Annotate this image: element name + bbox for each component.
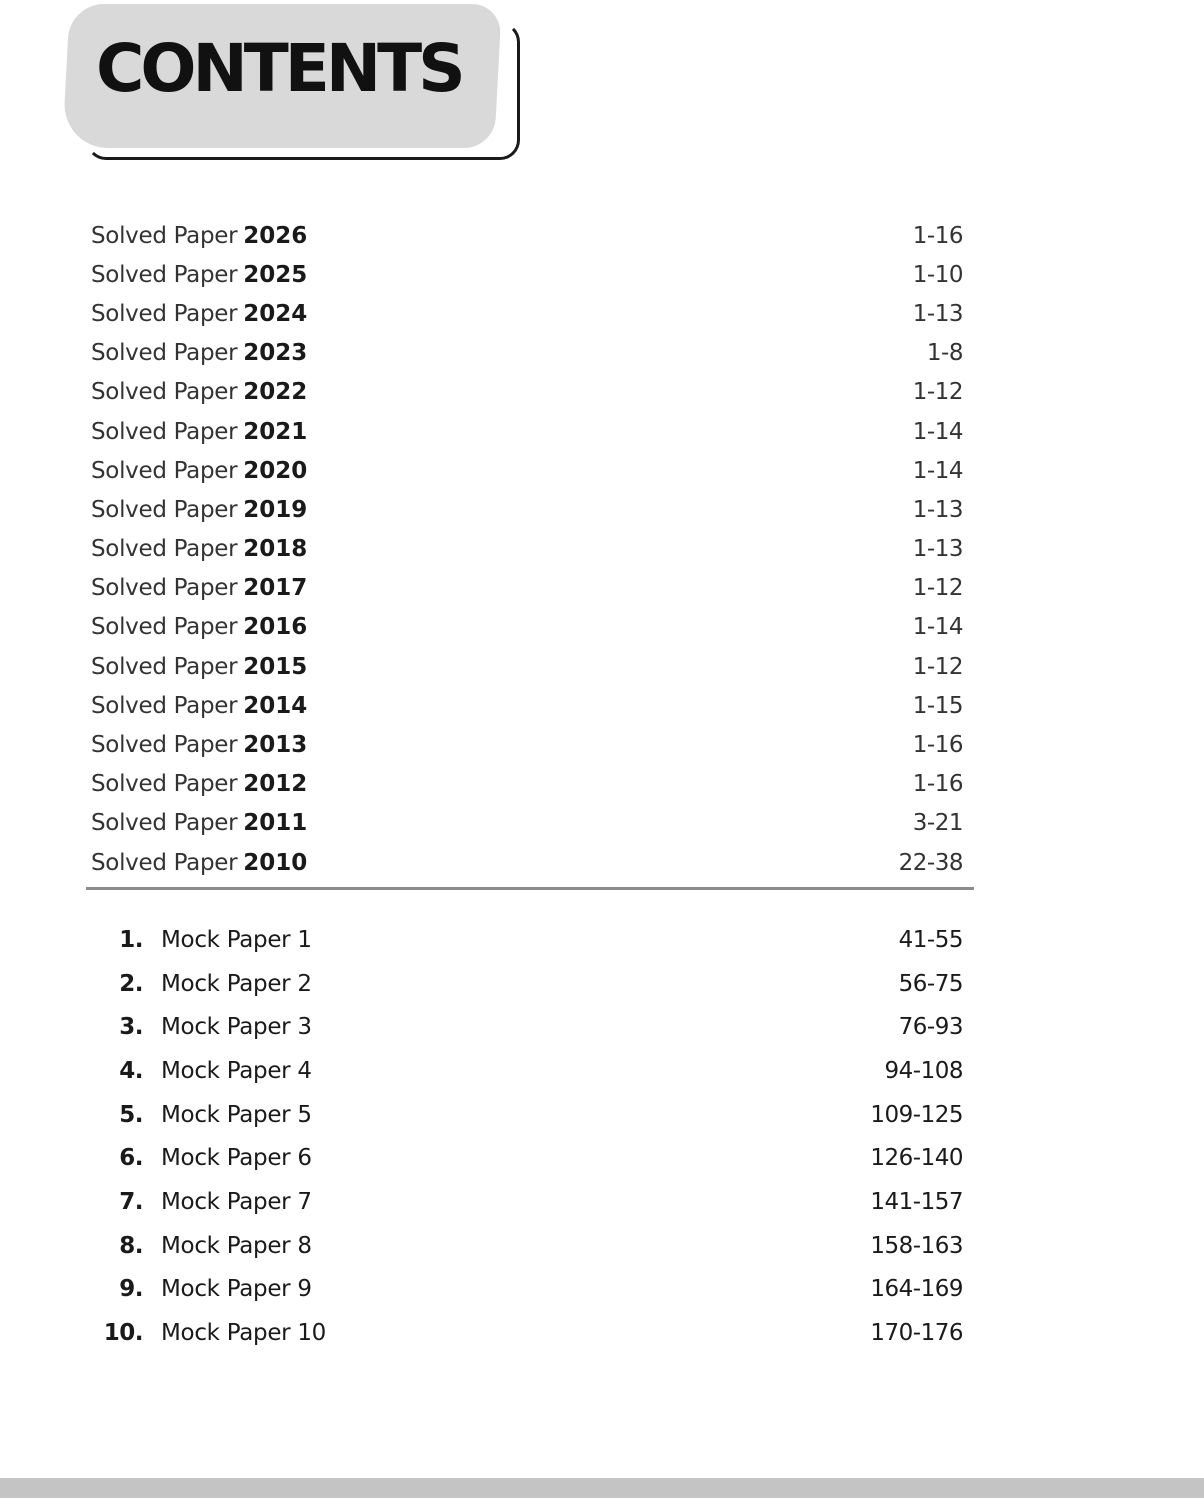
page-range: 109-125 [870, 1101, 963, 1128]
solved-paper-year: 2022 [243, 379, 308, 406]
section-divider [86, 887, 974, 890]
entry-number: 8. [119, 1232, 143, 1259]
toc-entry-solved-paper[interactable] [91, 255, 963, 294]
toc-entry-solved-paper[interactable] [91, 373, 963, 412]
toc-entry-solved-paper[interactable] [91, 686, 963, 725]
toc-entry-mock-paper[interactable] [91, 918, 963, 962]
solved-paper-label: Solved Paper [91, 692, 238, 719]
page-range: 1-16 [912, 222, 963, 249]
toc-entry-solved-paper[interactable] [91, 765, 963, 804]
solved-paper-label: Solved Paper [91, 300, 238, 327]
page-range: 1-14 [912, 418, 963, 445]
mock-paper-label: Mock Paper 6 [161, 1145, 312, 1172]
toc-entry-title [91, 810, 307, 836]
solved-paper-year: 2021 [243, 418, 308, 445]
page-range: 1-16 [912, 771, 963, 798]
solved-paper-year: 2023 [243, 340, 308, 367]
entry-number: 1. [119, 926, 143, 953]
solved-paper-label: Solved Paper [91, 418, 238, 445]
toc-entry-mock-paper[interactable] [91, 962, 963, 1006]
toc-entry-mock-paper[interactable] [91, 1136, 963, 1180]
toc-entry-title [91, 732, 307, 758]
toc-entry-solved-paper[interactable] [91, 530, 963, 569]
solved-paper-label: Solved Paper [91, 379, 238, 406]
solved-paper-year: 2015 [243, 653, 308, 680]
toc-entry-title [91, 536, 307, 562]
toc-entry-solved-paper[interactable] [91, 804, 963, 843]
solved-paper-year: 2012 [243, 771, 308, 798]
toc-entry-solved-paper[interactable] [91, 294, 963, 333]
toc-entry-title [91, 614, 307, 640]
solved-paper-year: 2020 [243, 457, 308, 484]
toc-entry-title [91, 654, 307, 680]
toc-entry-mock-paper[interactable] [91, 1005, 963, 1049]
solved-paper-label: Solved Paper [91, 261, 238, 288]
toc-entry-title [91, 458, 307, 484]
toc-entry-mock-paper[interactable] [91, 1049, 963, 1093]
page-range: 56-75 [898, 970, 963, 997]
page-range: 1-14 [912, 614, 963, 641]
entry-number: 4. [119, 1057, 143, 1084]
page-range: 76-93 [898, 1014, 963, 1041]
page-range: 1-13 [912, 536, 963, 563]
entry-number: 7. [119, 1188, 143, 1215]
solved-paper-year: 2018 [243, 536, 308, 563]
toc-entry-title [91, 575, 307, 601]
solved-paper-label: Solved Paper [91, 536, 238, 563]
page-range: 126-140 [870, 1145, 963, 1172]
toc-entry-mock-paper[interactable] [91, 1268, 963, 1312]
solved-paper-year: 2014 [243, 692, 308, 719]
toc-entry-solved-paper[interactable] [91, 725, 963, 764]
mock-paper-label: Mock Paper 5 [161, 1101, 312, 1128]
toc-entry-solved-paper[interactable] [91, 412, 963, 451]
mock-paper-label: Mock Paper 2 [161, 970, 312, 997]
mock-papers-list [91, 918, 963, 1355]
mock-paper-label: Mock Paper 7 [161, 1188, 312, 1215]
solved-paper-label: Solved Paper [91, 340, 238, 367]
toc-entry-title [91, 497, 307, 523]
mock-paper-label: Mock Paper 4 [161, 1057, 312, 1084]
toc-entry-solved-paper[interactable] [91, 843, 963, 882]
page-range: 1-13 [912, 496, 963, 523]
entry-number: 9. [119, 1276, 143, 1303]
page-range: 170-176 [870, 1320, 963, 1347]
page-range: 1-12 [912, 575, 963, 602]
page-range: 1-8 [926, 340, 963, 367]
toc-entry-title [91, 771, 307, 797]
toc-entry-title [91, 419, 307, 445]
mock-paper-label: Mock Paper 10 [161, 1320, 327, 1347]
toc-entry-title [91, 340, 307, 366]
mock-paper-label: Mock Paper 1 [161, 926, 312, 953]
page-range: 1-10 [912, 261, 963, 288]
page-range: 22-38 [898, 849, 963, 876]
solved-paper-label: Solved Paper [91, 614, 238, 641]
solved-paper-label: Solved Paper [91, 222, 238, 249]
toc-entry-mock-paper[interactable] [91, 1180, 963, 1224]
toc-entry-title [91, 693, 307, 719]
solved-paper-label: Solved Paper [91, 653, 238, 680]
page-range: 1-12 [912, 653, 963, 680]
page-range: 3-21 [912, 810, 963, 837]
entry-number: 6. [119, 1145, 143, 1172]
solved-paper-year: 2024 [243, 300, 308, 327]
mock-paper-label: Mock Paper 9 [161, 1276, 312, 1303]
mock-paper-label: Mock Paper 3 [161, 1014, 312, 1041]
page-range: 1-14 [912, 457, 963, 484]
page-title: CONTENTS [96, 30, 462, 107]
toc-entry-mock-paper[interactable] [91, 1224, 963, 1268]
solved-paper-year: 2019 [243, 496, 308, 523]
solved-paper-year: 2010 [243, 849, 308, 876]
page-range: 1-15 [912, 692, 963, 719]
entry-number: 10. [103, 1320, 143, 1347]
solved-paper-year: 2026 [243, 222, 308, 249]
entry-number: 2. [119, 970, 143, 997]
solved-papers-list [91, 216, 963, 882]
page-range: 94-108 [884, 1057, 963, 1084]
toc-entry-solved-paper[interactable] [91, 608, 963, 647]
toc-entry-mock-paper[interactable] [91, 1311, 963, 1355]
page-range: 158-163 [870, 1232, 963, 1259]
page-range: 1-12 [912, 379, 963, 406]
toc-entry-solved-paper[interactable] [91, 647, 963, 686]
toc-entry-title [91, 379, 307, 405]
solved-paper-label: Solved Paper [91, 810, 238, 837]
solved-paper-label: Solved Paper [91, 732, 238, 759]
page-range: 141-157 [870, 1188, 963, 1215]
toc-entry-title [91, 301, 307, 327]
contents-title-tab [58, 2, 520, 160]
solved-paper-year: 2016 [243, 614, 308, 641]
mock-paper-label: Mock Paper 8 [161, 1232, 312, 1259]
toc-entry-solved-paper[interactable] [91, 216, 963, 255]
entry-number: 5. [119, 1101, 143, 1128]
solved-paper-label: Solved Paper [91, 771, 238, 798]
toc-entry-title [91, 262, 307, 288]
toc-entry-solved-paper[interactable] [91, 490, 963, 529]
solved-paper-label: Solved Paper [91, 575, 238, 602]
page-range: 164-169 [870, 1276, 963, 1303]
solved-paper-year: 2025 [243, 261, 308, 288]
solved-paper-label: Solved Paper [91, 849, 238, 876]
solved-paper-label: Solved Paper [91, 457, 238, 484]
page-range: 1-16 [912, 732, 963, 759]
solved-paper-year: 2017 [243, 575, 308, 602]
page-range: 41-55 [898, 926, 963, 953]
toc-entry-mock-paper[interactable] [91, 1093, 963, 1137]
solved-paper-label: Solved Paper [91, 496, 238, 523]
toc-entry-title [91, 850, 307, 876]
page-range: 1-13 [912, 300, 963, 327]
solved-paper-year: 2011 [243, 810, 308, 837]
footer-bar [0, 1478, 1204, 1498]
entry-number: 3. [119, 1014, 143, 1041]
toc-entry-title [91, 223, 307, 249]
toc-entry-solved-paper[interactable] [91, 569, 963, 608]
toc-entry-solved-paper[interactable] [91, 334, 963, 373]
toc-entry-solved-paper[interactable] [91, 451, 963, 490]
solved-paper-year: 2013 [243, 732, 308, 759]
